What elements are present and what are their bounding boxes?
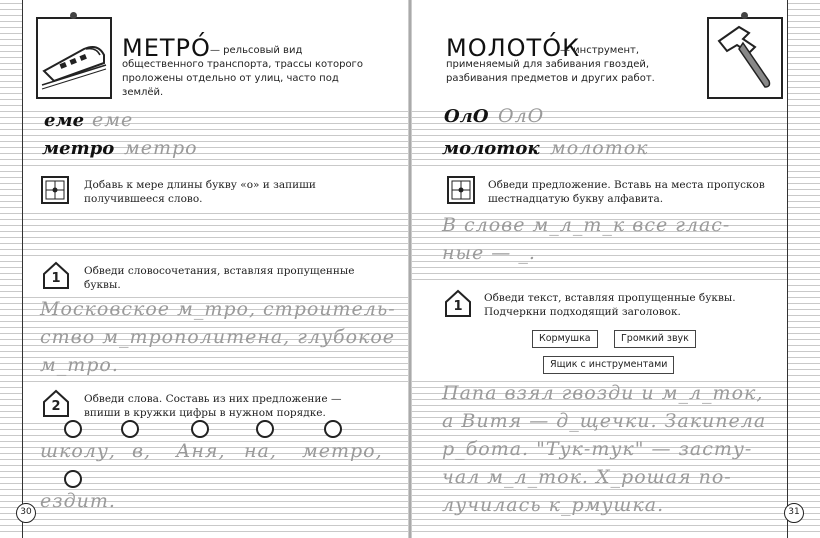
trace-line-1: В слове м_л_т_к все глас-: [442, 214, 731, 236]
pin-icon: [70, 12, 77, 19]
pin-icon: [741, 12, 748, 19]
word-metro: метро,: [302, 440, 383, 462]
task2-text: Обведи текст, вставляя пропущенные буквы. Подчеркни подходящий заголовок.: [484, 292, 736, 318]
answer-circle-2[interactable]: [121, 420, 139, 438]
puzzle-icon: [40, 175, 70, 205]
task3-badge: 2: [51, 399, 61, 414]
definition-molotok: — инструмент, применяемый для забивания гвоздей, разбивания предметов и других работ.: [446, 45, 655, 84]
word-ezdit: ездит.: [40, 490, 116, 512]
hammer-icon: [709, 19, 781, 97]
trace-text-1: Папа взял гвозди и м_л_ток,: [442, 382, 764, 404]
book-spine: [408, 0, 412, 538]
trace-line-2: ные — _.: [442, 242, 536, 264]
word-school: школу,: [40, 440, 116, 462]
task3-text: Обведи слова. Составь из них предложение — впиши в кружки цифры в нужном порядке.: [84, 393, 342, 419]
trace-line-3: м_тро.: [40, 354, 119, 376]
word-trace: метро: [124, 137, 198, 159]
letters-trace: ОлО: [498, 105, 545, 127]
task2-badge: 1: [453, 299, 463, 314]
page-number: 30: [16, 503, 36, 523]
hammer-picture-frame: [707, 17, 783, 99]
puzzle-icon: [446, 175, 476, 205]
letters-bold: еме: [44, 110, 85, 131]
task2-text: Обведи словосочетания, вставляя пропущенные буквы.: [84, 265, 355, 291]
trace-text-2: а Витя — д_щечки. Закипела: [442, 410, 767, 432]
answer-circle-3[interactable]: [191, 420, 209, 438]
margin-line: [787, 0, 788, 538]
letters-bold: ОлО: [444, 106, 489, 127]
letters-trace: еме: [92, 109, 134, 131]
word-anya: Аня,: [176, 440, 226, 462]
word-v: в,: [132, 440, 152, 462]
definition-metro: — рельсовый вид общественного транспорта, трассы которого проложены отдельно от улиц, часто под землёй.: [122, 45, 363, 98]
word-bold: молоток: [442, 138, 540, 159]
page-number: 31: [784, 503, 804, 523]
word-bold: метро: [42, 138, 115, 159]
trace-text-3: р_бота. "Тук-тук" — засту-: [442, 438, 753, 460]
title-option-gromkiy-zvuk[interactable]: Громкий звук: [614, 330, 696, 348]
task1-text: Добавь к мере длины букву «о» и запиши получившееся слово.: [84, 179, 316, 205]
task1-text: Обведи предложение. Вставь на места пропусков шестнадцатую букву алфавита.: [488, 179, 765, 205]
answer-circle-1[interactable]: [64, 420, 82, 438]
task2-badge: 1: [51, 271, 61, 286]
word-trace: молоток: [550, 137, 649, 159]
metro-train-icon: [38, 19, 110, 97]
trace-text-5: лучилась к_рмушка.: [442, 494, 665, 516]
word-na: на,: [244, 440, 277, 462]
trace-line-2: ство м_трополитена, глубокое: [40, 326, 396, 348]
answer-circle-6[interactable]: [64, 470, 82, 488]
headword-metro: МЕТРО́: [122, 34, 211, 62]
metro-picture-frame: [36, 17, 112, 99]
trace-line-1: Московское м_тро, строитель-: [40, 298, 396, 320]
trace-text-4: чал м_л_ток. Х_рошая по-: [442, 466, 732, 488]
right-page: [410, 0, 820, 538]
answer-circle-5[interactable]: [324, 420, 342, 438]
title-option-kormushka[interactable]: Кормушка: [532, 330, 598, 348]
answer-circle-4[interactable]: [256, 420, 274, 438]
headword-molotok: МОЛОТО́К: [446, 34, 581, 62]
title-option-yashchik[interactable]: Ящик с инструментами: [543, 356, 674, 374]
